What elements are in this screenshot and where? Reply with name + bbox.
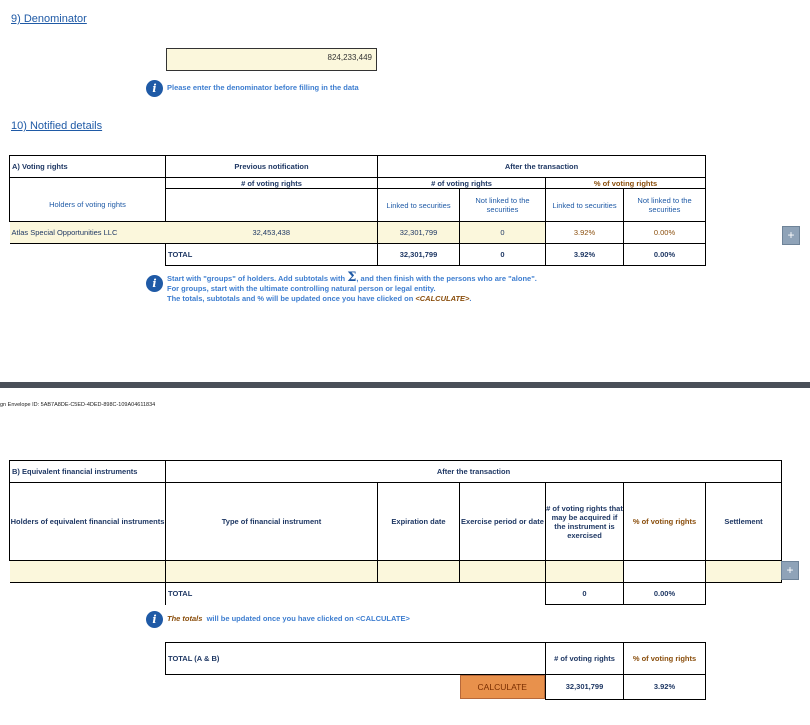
pct-not-linked-cell: 0.00% [624, 222, 706, 244]
table-b-info-text [167, 614, 410, 624]
fi-holder-cell[interactable] [10, 561, 166, 583]
total-ab-pct-header: % of voting rights [624, 643, 706, 675]
calculate-button[interactable]: CALCULATE [460, 675, 546, 699]
fi-type-cell[interactable] [166, 561, 378, 583]
holder-name-cell[interactable]: Atlas Special Opportunities LLC [10, 222, 166, 244]
linked-cell[interactable]: 32,301,799 [378, 222, 460, 244]
fi-total-pct: 0.00% [624, 583, 706, 605]
add-row-button[interactable]: + [782, 226, 800, 245]
table-b-after-header: After the transaction [166, 461, 782, 483]
denominator-info [146, 80, 359, 97]
section10-title: 10) Notified details [11, 120, 103, 132]
info-rest: will be updated once you have clicked on <CALCULATE> [206, 614, 410, 623]
table-a-info [146, 270, 537, 304]
page-separator [0, 382, 810, 388]
holders-header: Holders of voting rights [10, 189, 166, 222]
denominator-info-text: Please enter the denominator before filling in the data [167, 83, 359, 92]
holders-fi-header: Holders of equivalent financial instruments [10, 483, 166, 561]
fi-expiration-cell[interactable] [378, 561, 460, 583]
envelope-id: gn Envelope ID: 5AB7A8DE-C5ED-4DED-898C-109A04611834 [0, 402, 156, 408]
not-linked-cell[interactable]: 0 [460, 222, 546, 244]
add-row-button[interactable]: + [781, 561, 799, 580]
table-b-info [146, 611, 410, 628]
info-line-1a: Start with "groups" of holders. Add subtotals with [167, 274, 346, 283]
previous-cell[interactable]: 32,453,438 [166, 222, 378, 244]
financial-instruments-table [9, 460, 782, 605]
total-ab-label: TOTAL (A & B) [166, 643, 546, 675]
fi-total-num: 0 [546, 583, 624, 605]
after-pct-voting-header: % of voting rights [546, 178, 706, 189]
total-ab-num-header: # of voting rights [546, 643, 624, 675]
num-rights-header: # of voting rights that may be acquired if the instrument is exercised [546, 483, 624, 561]
total-ab-table [165, 642, 706, 700]
fi-pct-cell [624, 561, 706, 583]
after-num-voting-header: # of voting rights [378, 178, 546, 189]
pct-rights-header: % of voting rights [624, 483, 706, 561]
total-row [10, 244, 706, 266]
total-ab-pct: 3.92% [624, 675, 706, 700]
sigma-icon: Σ [347, 270, 357, 285]
fi-settlement-cell[interactable] [706, 561, 782, 583]
total-pct-not-linked: 0.00% [624, 244, 706, 266]
total-row [10, 583, 782, 605]
info-line-3b: . [469, 294, 472, 303]
prev-num-voting-header: # of voting rights [166, 178, 378, 189]
prev-notification-header: Previous notification [166, 156, 378, 178]
exercise-header: Exercise period or date [460, 483, 546, 561]
info-line-1b: , and then finish with the persons who are "alone". [356, 274, 537, 283]
info-line-3a: The totals, subtotals and % will be updated once you have clicked on [167, 294, 414, 303]
total-ab-num: 32,301,799 [546, 675, 624, 700]
settlement-header: Settlement [706, 483, 782, 561]
info-line-3-calculate: <CALCULATE> [415, 294, 470, 303]
table-row [10, 222, 706, 244]
total-label: TOTAL [166, 244, 378, 266]
after-transaction-header: After the transaction [378, 156, 706, 178]
info-line-2: For groups, start with the ultimate controlling natural person or legal entity. [167, 284, 436, 293]
fi-num-cell[interactable] [546, 561, 624, 583]
pct-linked-cell: 3.92% [546, 222, 624, 244]
info-icon: i [146, 275, 163, 292]
table-row [10, 561, 782, 583]
voting-rights-table [9, 155, 706, 266]
type-header: Type of financial instrument [166, 483, 378, 561]
fi-exercise-cell[interactable] [460, 561, 546, 583]
denominator-input[interactable]: 824,233,449 [166, 48, 377, 71]
expiration-header: Expiration date [378, 483, 460, 561]
linked-header: Linked to securities [378, 189, 460, 222]
info-icon: i [146, 80, 163, 97]
not-linked-header: Not linked to the securities [460, 189, 546, 222]
table-a-info-text [167, 270, 537, 304]
table-b-title: B) Equivalent financial instruments [10, 461, 166, 483]
total-not-linked: 0 [460, 244, 546, 266]
info-totals: The totals [167, 614, 203, 623]
pct-linked-header: Linked to securities [546, 189, 624, 222]
fi-total-label: TOTAL [166, 583, 378, 605]
table-a-title: A) Voting rights [10, 156, 166, 178]
pct-not-linked-header: Not linked to the securities [624, 189, 706, 222]
total-linked: 32,301,799 [378, 244, 460, 266]
section9-title: 9) Denominator [11, 13, 87, 25]
total-pct-linked: 3.92% [546, 244, 624, 266]
info-icon: i [146, 611, 163, 628]
